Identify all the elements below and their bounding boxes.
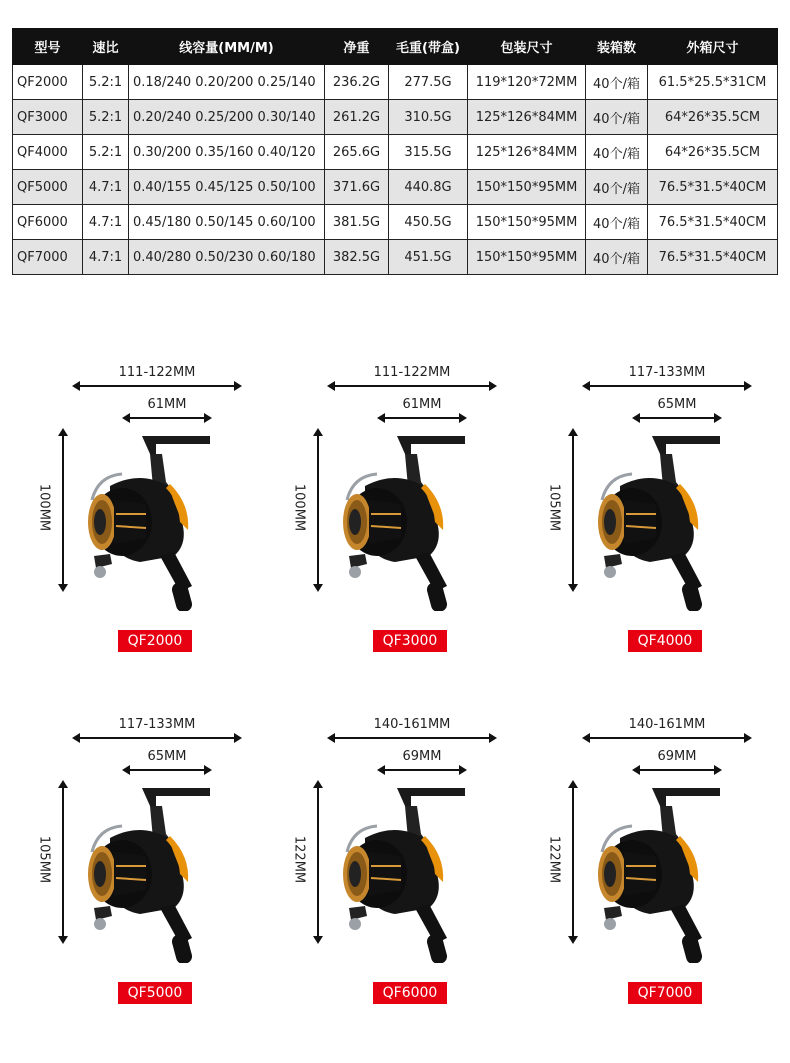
table-cell: QF4000 — [13, 135, 83, 170]
height-arrow — [568, 782, 578, 942]
height-label: 105MM — [546, 483, 562, 532]
height-label: 122MM — [546, 835, 562, 884]
spec-table — [12, 28, 778, 275]
table-cell: 61.5*25.5*31CM — [648, 65, 778, 100]
table-cell: 40个/箱 — [586, 135, 648, 170]
overall-width-label: 117-133MM — [628, 365, 706, 380]
reel-card-qf5000 — [36, 712, 280, 1012]
spinning-reel-icon — [325, 778, 475, 963]
reel-image — [580, 778, 730, 967]
reel-card-qf7000 — [546, 712, 790, 1012]
table-cell: 76.5*31.5*40CM — [648, 240, 778, 275]
height-arrow — [58, 782, 68, 942]
height-arrow — [313, 430, 323, 590]
model-tag: QF6000 — [373, 982, 447, 1004]
table-cell: 315.5G — [389, 135, 468, 170]
model-tag: QF3000 — [373, 630, 447, 652]
header-ratio: 速比 — [83, 29, 129, 65]
table-row — [13, 100, 778, 135]
table-cell: 0.45/180 0.50/145 0.60/100 — [129, 205, 325, 240]
spool-width-arrow — [634, 765, 720, 775]
header-net-weight: 净重 — [325, 29, 389, 65]
spool-width-arrow — [379, 413, 465, 423]
spool-width-label: 61MM — [147, 397, 187, 412]
table-cell: 382.5G — [325, 240, 389, 275]
reel-image — [70, 426, 220, 615]
table-cell: 0.30/200 0.35/160 0.40/120 — [129, 135, 325, 170]
table-cell: 119*120*72MM — [468, 65, 586, 100]
table-cell: 265.6G — [325, 135, 389, 170]
model-tag: QF4000 — [628, 630, 702, 652]
table-cell: 64*26*35.5CM — [648, 135, 778, 170]
spool-width-label: 65MM — [657, 397, 697, 412]
spinning-reel-icon — [580, 778, 730, 963]
header-package-size: 包装尺寸 — [468, 29, 586, 65]
table-cell: 76.5*31.5*40CM — [648, 205, 778, 240]
spinning-reel-icon — [580, 426, 730, 611]
reel-card-qf2000 — [36, 360, 280, 660]
spinning-reel-icon — [70, 778, 220, 963]
table-cell: 76.5*31.5*40CM — [648, 170, 778, 205]
overall-width-arrow — [74, 381, 240, 391]
height-arrow — [568, 430, 578, 590]
spool-width-label: 69MM — [657, 749, 697, 764]
table-cell: 125*126*84MM — [468, 100, 586, 135]
height-arrow — [313, 782, 323, 942]
overall-width-label: 140-161MM — [628, 717, 706, 732]
table-cell: 381.5G — [325, 205, 389, 240]
header-carton-size: 外箱尺寸 — [648, 29, 778, 65]
spool-width-arrow — [379, 765, 465, 775]
table-cell: 150*150*95MM — [468, 240, 586, 275]
header-gross-weight: 毛重(带盒) — [389, 29, 468, 65]
table-cell: 5.2:1 — [83, 65, 129, 100]
model-tag: QF5000 — [118, 982, 192, 1004]
reel-card-qf3000 — [291, 360, 535, 660]
table-cell: 440.8G — [389, 170, 468, 205]
height-label: 105MM — [36, 835, 52, 884]
height-label: 100MM — [291, 483, 307, 532]
table-cell: 4.7:1 — [83, 170, 129, 205]
table-cell: 40个/箱 — [586, 170, 648, 205]
overall-width-label: 140-161MM — [373, 717, 451, 732]
table-cell: 40个/箱 — [586, 205, 648, 240]
table-cell: 261.2G — [325, 100, 389, 135]
header-line-capacity: 线容量(MM/M) — [129, 29, 325, 65]
table-cell: 5.2:1 — [83, 100, 129, 135]
spinning-reel-icon — [325, 426, 475, 611]
table-cell: 450.5G — [389, 205, 468, 240]
overall-width-arrow — [584, 381, 750, 391]
spool-width-label: 65MM — [147, 749, 187, 764]
model-tag: QF2000 — [118, 630, 192, 652]
table-cell: 40个/箱 — [586, 240, 648, 275]
reel-image — [580, 426, 730, 615]
table-cell: 371.6G — [325, 170, 389, 205]
table-cell: 0.40/155 0.45/125 0.50/100 — [129, 170, 325, 205]
reel-image — [325, 778, 475, 967]
spool-width-label: 61MM — [402, 397, 442, 412]
table-cell: 0.20/240 0.25/200 0.30/140 — [129, 100, 325, 135]
table-cell: QF3000 — [13, 100, 83, 135]
table-row — [13, 205, 778, 240]
table-cell: 4.7:1 — [83, 240, 129, 275]
overall-width-arrow — [584, 733, 750, 743]
reel-image — [325, 426, 475, 615]
table-cell: 451.5G — [389, 240, 468, 275]
header-model: 型号 — [13, 29, 83, 65]
height-arrow — [58, 430, 68, 590]
table-cell: 150*150*95MM — [468, 205, 586, 240]
table-cell: 125*126*84MM — [468, 135, 586, 170]
table-row — [13, 135, 778, 170]
overall-width-label: 117-133MM — [118, 717, 196, 732]
reel-image — [70, 778, 220, 967]
spool-width-arrow — [124, 413, 210, 423]
reel-card-qf6000 — [291, 712, 535, 1012]
table-cell: 0.18/240 0.20/200 0.25/140 — [129, 65, 325, 100]
table-cell: QF7000 — [13, 240, 83, 275]
table-cell: QF2000 — [13, 65, 83, 100]
spool-width-arrow — [124, 765, 210, 775]
spool-width-arrow — [634, 413, 720, 423]
table-row — [13, 65, 778, 100]
table-cell: 40个/箱 — [586, 65, 648, 100]
table-cell: 150*150*95MM — [468, 170, 586, 205]
table-cell: 0.40/280 0.50/230 0.60/180 — [129, 240, 325, 275]
height-label: 122MM — [291, 835, 307, 884]
spinning-reel-icon — [70, 426, 220, 611]
table-cell: 64*26*35.5CM — [648, 100, 778, 135]
overall-width-arrow — [329, 733, 495, 743]
table-row — [13, 240, 778, 275]
height-label: 100MM — [36, 483, 52, 532]
overall-width-arrow — [329, 381, 495, 391]
table-cell: 5.2:1 — [83, 135, 129, 170]
table-cell: QF5000 — [13, 170, 83, 205]
table-cell: 277.5G — [389, 65, 468, 100]
reel-card-qf4000 — [546, 360, 790, 660]
table-cell: 4.7:1 — [83, 205, 129, 240]
table-cell: QF6000 — [13, 205, 83, 240]
table-row — [13, 170, 778, 205]
overall-width-label: 111-122MM — [118, 365, 196, 380]
header-carton-qty: 装箱数 — [586, 29, 648, 65]
model-tag: QF7000 — [628, 982, 702, 1004]
overall-width-arrow — [74, 733, 240, 743]
table-cell: 310.5G — [389, 100, 468, 135]
overall-width-label: 111-122MM — [373, 365, 451, 380]
table-cell: 40个/箱 — [586, 100, 648, 135]
table-header-row — [13, 29, 778, 65]
spool-width-label: 69MM — [402, 749, 442, 764]
table-cell: 236.2G — [325, 65, 389, 100]
